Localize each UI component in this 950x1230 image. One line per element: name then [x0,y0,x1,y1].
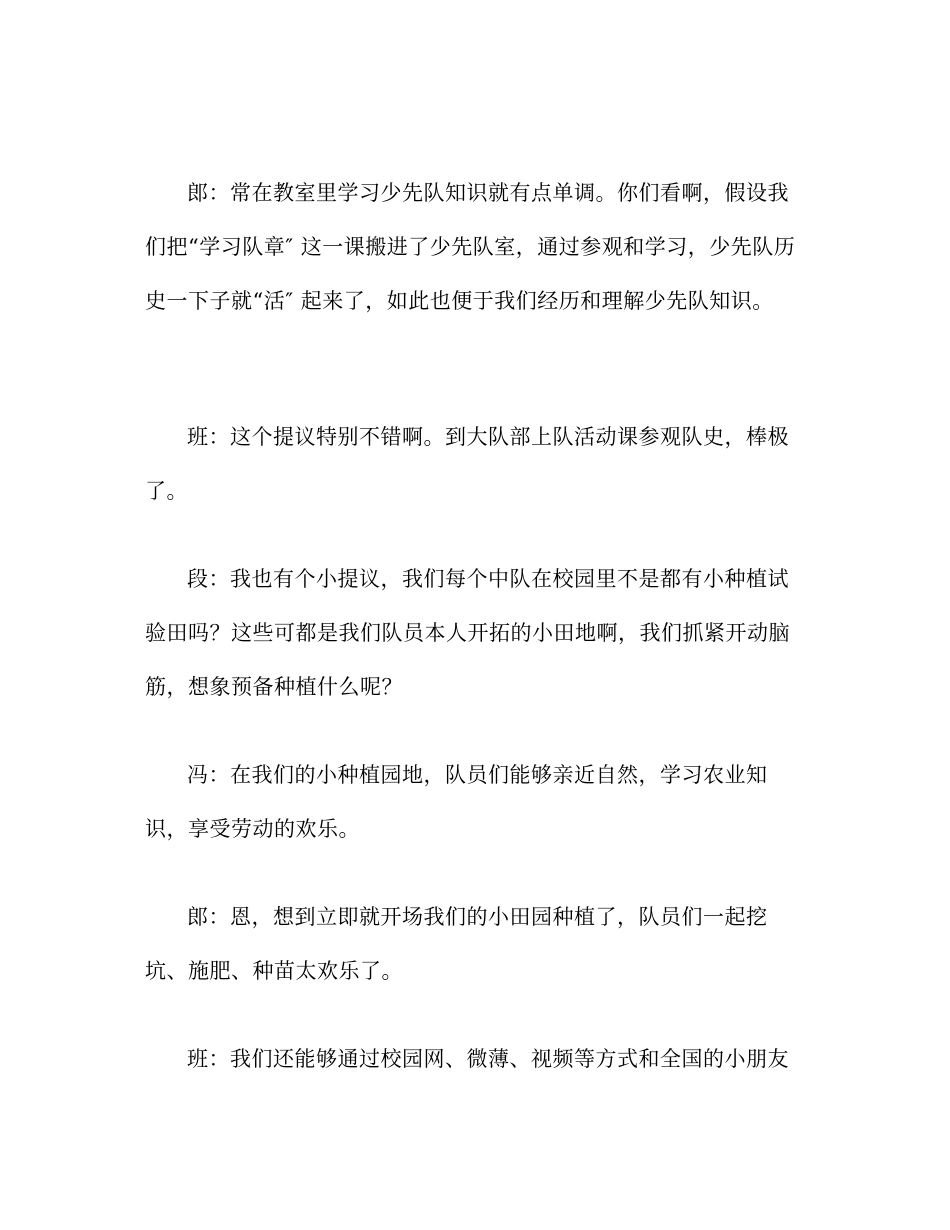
paragraph-duan: 段：我也有个小提议，我们每个中队在校园里不是都有小种植试验田吗？这些可都是我们队员本人开拓的小田地啊，我们抓紧开动脑筋，想象预备种植什么呢？ [145,567,790,699]
paragraph-ban-2: 班：我们还能够通过校园网、微薄、视频等方式和全国的小朋友 [187,1047,789,1071]
paragraph-feng: 冯：在我们的小种植园地，队员们能够亲近自然，学习农业知识，享受劳动的欢乐。 [145,763,768,841]
paragraph-lang-1: 郎：常在教室里学习少先队知识就有点单调。你们看啊，假设我们把“学习队章″ 这一课搬进了少先队室，通过参观和学习，少先队历史一下子就“活″ 起来了，如此也便于我们经历和理解少先队知识。 [145,181,796,313]
paragraph-ban-1: 班：这个提议特别不错啊。到大队部上队活动课参观队史，棒极了。 [145,425,789,503]
paragraph-lang-2: 郎：恩，想到立即就开场我们的小田园种植了，队员们一起挖坑、施肥、种苗太欢乐了。 [145,905,768,983]
